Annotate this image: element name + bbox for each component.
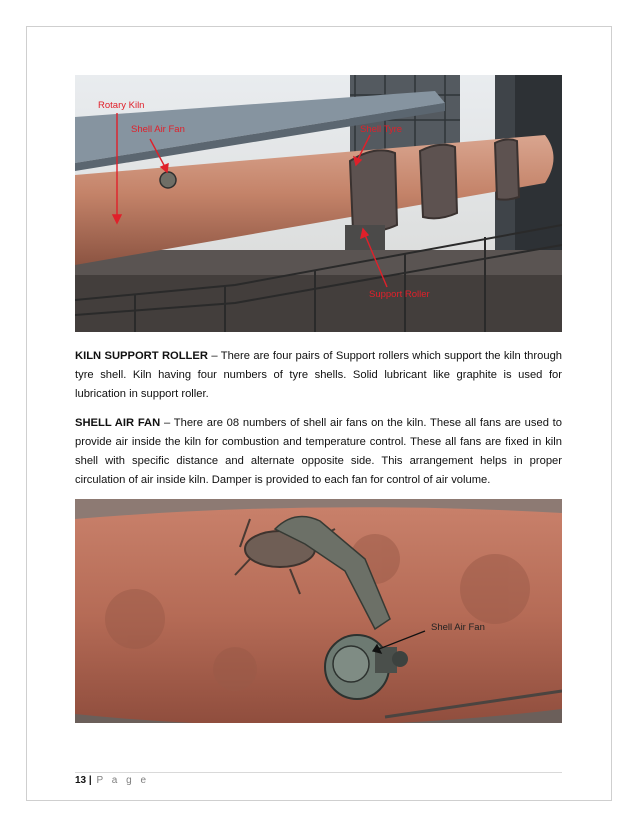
support-roller-term: KILN SUPPORT ROLLER	[75, 350, 208, 362]
page-footer	[75, 774, 149, 788]
shell-air-fan-text: There are 08 numbers of shell air fans on the kiln. These all fans are used to provide air inside the kiln for combustion and temperature control. These all fans are fixed in kiln shell with specific distance and alternate opposite side. This arrangement helps in proper circulation of air inside kiln. Damper is provided to each fan for control of air volume.	[75, 417, 562, 486]
label-rotary-kiln: Rotary Kiln	[98, 100, 145, 111]
shell-air-fan-paragraph	[75, 414, 562, 490]
support-roller-paragraph	[75, 347, 562, 404]
label-shell-air-fan-closeup: Shell Air Fan	[431, 622, 485, 633]
shell-air-fan-image	[75, 499, 562, 723]
label-shell-tyre: Shell Tyre	[360, 124, 403, 135]
shell-air-fan-term: SHELL AIR FAN	[75, 417, 161, 429]
kiln-overview-image	[75, 75, 562, 332]
page-word: P a g e	[96, 775, 150, 786]
label-shell-air-fan: Shell Air Fan	[131, 124, 185, 135]
label-support-roller: Support Roller	[369, 289, 430, 300]
kiln-overview-photo	[75, 75, 562, 332]
support-roller-dash: –	[211, 350, 218, 362]
shell-air-fan-dash: –	[163, 417, 171, 429]
footer-divider	[75, 772, 562, 773]
shell-air-fan-photo	[75, 499, 562, 723]
support-roller-text: There are four pairs of Support rollers which support the kiln through tyre shell. Kiln having four numbers of tyre shells. Solid lubricant like graphite is used for lubrication in support roller.	[75, 350, 563, 400]
page-number: 13	[75, 775, 87, 786]
footer-separator: |	[88, 775, 92, 786]
